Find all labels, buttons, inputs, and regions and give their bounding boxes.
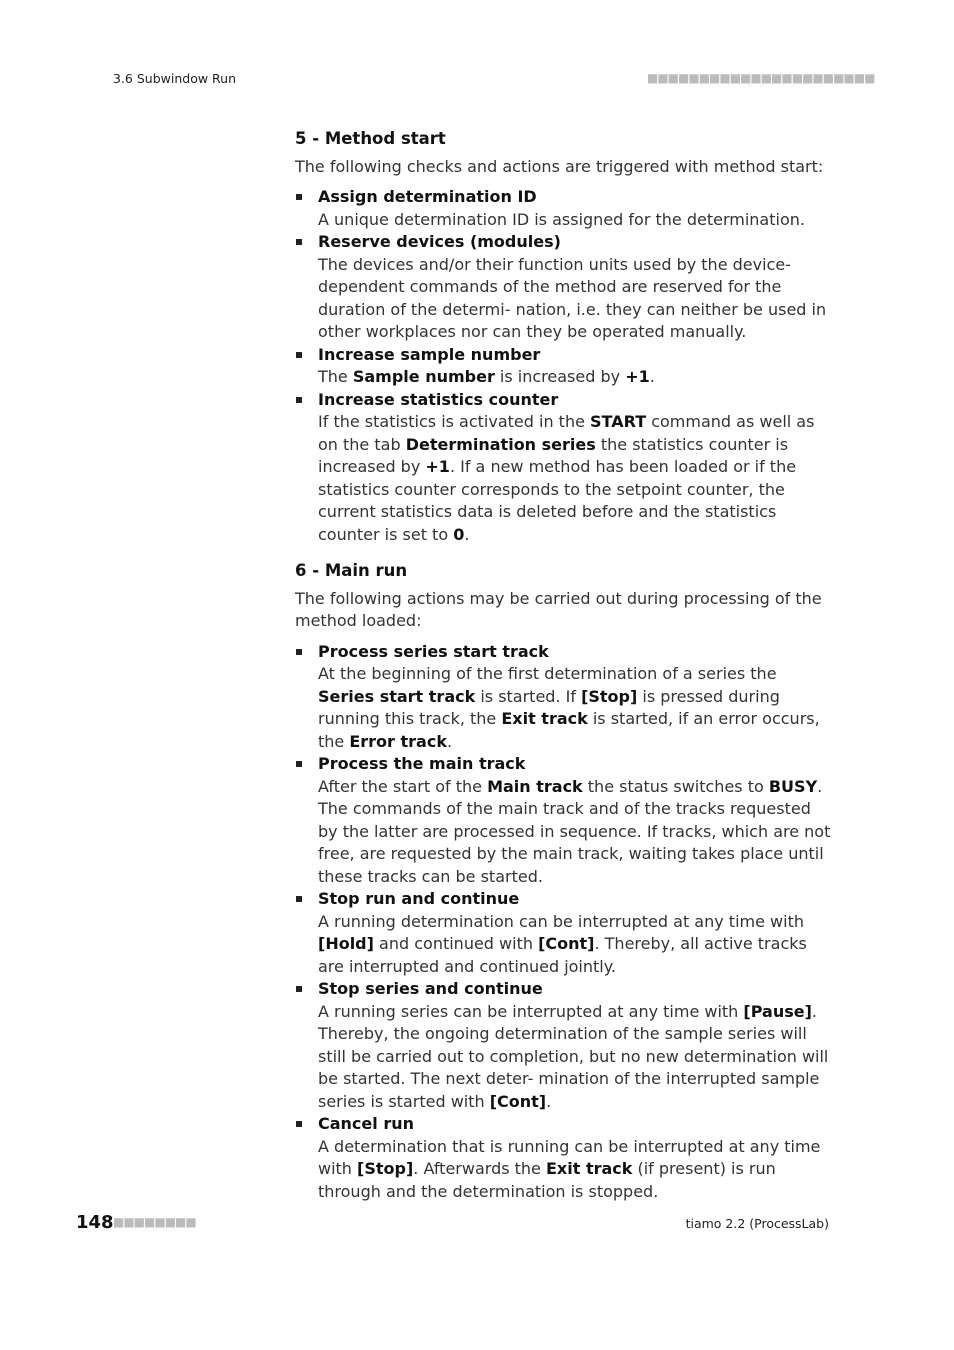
emphasized-term: START [590,412,647,431]
list-item [295,753,835,888]
header-decoration: ■■■■■■■■■■■■■■■■■■■■■■ [647,71,875,85]
main-run-list [295,641,835,1204]
emphasized-term: [Stop] [357,1159,414,1178]
item-title: Reserve devices (modules) [318,232,561,251]
square-bullet-icon [296,761,302,767]
text-run: . [546,1091,552,1111]
item-title: Increase statistics counter [318,389,559,409]
emphasized-term: [Pause] [743,1001,812,1021]
text-run: A running series can be interrupted at any time with [318,1001,744,1021]
emphasized-term: Error track [349,731,447,751]
text-run: is increased by [494,367,626,386]
text-run: . If a new method has been loaded or if the statistics counter corresponds to the setpoint counter, the current statistics data is deleted before and the statistics counter is set to [318,457,797,544]
square-bullet-icon [296,194,302,200]
text-run: and continued with [373,934,539,953]
emphasized-term: +1 [625,367,650,386]
text-run: If the statistics is activated in the [318,412,591,431]
section-heading-main-run: 6 - Main run [295,561,408,580]
text-run: . [649,367,655,386]
square-bullet-icon [296,986,302,992]
item-description [318,254,835,344]
item-description [318,209,835,232]
emphasized-term: Exit track [545,1159,633,1178]
item-description [318,411,835,546]
emphasized-term: BUSY [768,776,818,796]
text-run: the status switches to [582,776,769,796]
text-run: is started. If [475,686,582,706]
list-item [295,1113,835,1203]
text-run: At the beginning of the first determination of a series the [318,664,777,683]
emphasized-term: [Cont] [538,934,595,953]
list-item [295,186,835,231]
footer-product: tiamo 2.2 (ProcessLab) [685,1216,829,1231]
emphasized-term: Main track [487,776,583,796]
emphasized-term: Determination series [405,434,596,454]
method-start-list [295,186,835,546]
emphasized-term: [Hold] [318,934,374,953]
emphasized-term: Exit track [501,709,588,728]
item-title: Stop run and continue [318,889,520,908]
text-run: is pressed during running this track, the [318,686,780,728]
item-title: Stop series and continue [318,979,543,998]
emphasized-term: 0 [453,524,465,544]
text-run: A unique determination ID is assigned for the determination. [318,209,805,229]
emphasized-term: [Stop] [581,686,638,706]
item-title: Process the main track [318,754,526,773]
item-title: Process series start track [318,641,549,661]
item-description [318,663,835,753]
list-item [295,344,835,389]
text-run: . Thereby, the ongoing determination of the sample series will still be carried out to completion, but no new determination will be started. The next deter- mination of the interrupted sample series is started with [318,1001,829,1111]
item-title: Cancel run [318,1114,414,1133]
item-description [318,911,835,979]
text-run: . Thereby, all active tracks are interrupted and continued jointly. [318,934,807,976]
emphasized-term: Sample number [352,367,495,386]
square-bullet-icon [296,896,302,902]
page-content [295,128,835,1217]
square-bullet-icon [296,397,302,403]
text-run: . The commands of the main track and of the tracks requested by the latter are processed in sequence. If tracks, which are not free, are requested by the main track, waiting takes place until these tracks can be started. [318,776,831,886]
square-bullet-icon [296,352,302,358]
item-description [318,1001,835,1114]
emphasized-term: [Cont] [489,1091,547,1111]
item-title: Assign determination ID [318,187,537,206]
item-title: Increase sample number [318,344,541,364]
running-header-section: 3.6 Subwindow Run [113,71,237,86]
list-item [295,389,835,547]
text-run: The [318,367,353,386]
text-run: (if present) is run through and the determination is stopped. [318,1159,776,1201]
item-description [318,1136,835,1204]
list-item [295,641,835,754]
emphasized-term: +1 [425,457,450,476]
section-intro-main-run: The following actions may be carried out during processing of the method loaded: [295,588,822,630]
text-run: command as well as on the tab [318,412,815,454]
section-heading-method-start: 5 - Method start [295,129,446,148]
square-bullet-icon [296,649,302,655]
list-item [295,888,835,978]
square-bullet-icon [296,239,302,245]
text-run: A determination that is running can be interrupted at any time with [318,1136,821,1178]
page-number: 148 [76,1212,114,1233]
text-run: . Afterwards the [413,1159,546,1178]
text-run: A running determination can be interrupted at any time with [318,911,804,931]
text-run: is started, if an error occurs, the [318,709,820,751]
text-run: After the start of the [318,776,488,796]
footer-decoration: ■■■■■■■■ [113,1215,196,1229]
list-item [295,231,835,344]
text-run: the statistics counter is increased by [318,434,789,476]
item-description [318,776,835,889]
square-bullet-icon [296,1121,302,1127]
emphasized-term: Series start track [318,686,476,706]
text-run: The devices and/or their function units used by the device-dependent commands of the method are reserved for the duration of the determi- nation, i.e. they can neither be used in other workplaces nor can they be operated manually. [318,254,827,341]
text-run: . [464,524,470,544]
section-intro-method-start: The following checks and actions are triggered with method start: [295,156,824,176]
text-run: . [446,731,453,751]
item-description [318,366,835,389]
list-item [295,978,835,1113]
